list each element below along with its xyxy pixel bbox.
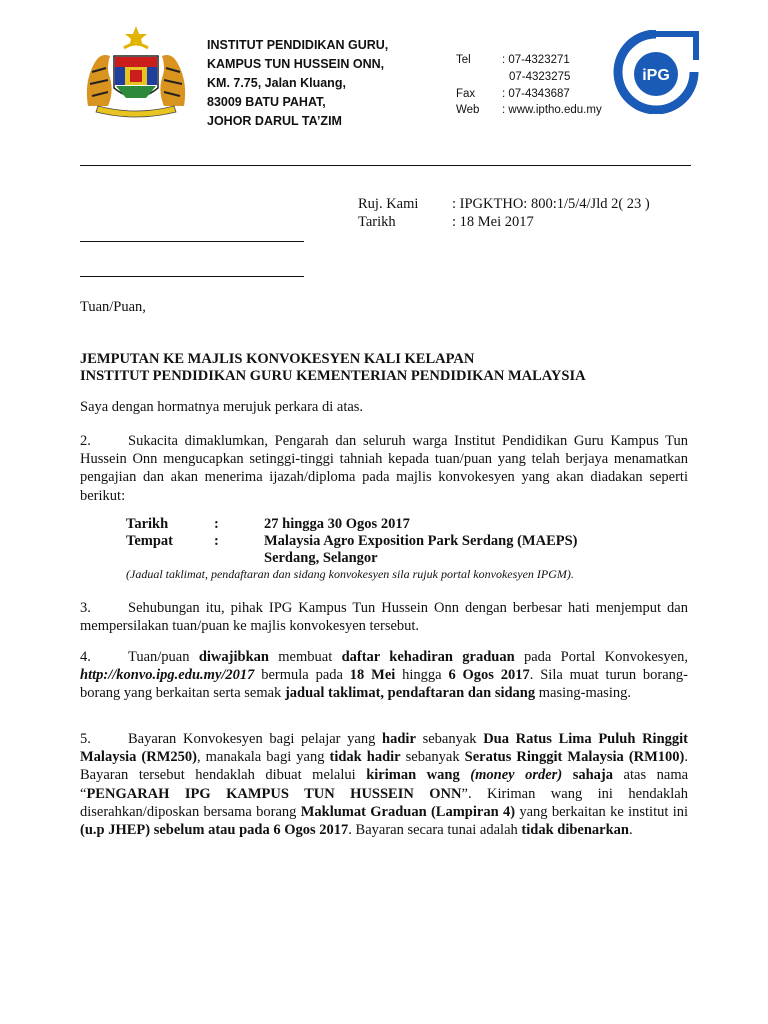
- text-run: .: [629, 822, 633, 839]
- text-run: Bayaran Konvokesyen bagi pelajar yang: [128, 731, 383, 747]
- address-line-4: 83009 BATU PAHAT,: [207, 95, 326, 109]
- paragraph-5: [80, 730, 688, 839]
- para-2-number: 2.: [80, 433, 91, 449]
- text-run: atas nama “: [80, 767, 689, 802]
- address-line-1: INSTITUT PENDIDIKAN GURU,: [207, 38, 389, 52]
- recipient-line-1: [80, 241, 304, 242]
- emphasis-run: daftar kehadiran graduan: [341, 649, 515, 665]
- para-2-text: Sukacita dimaklumkan, Pengarah dan seluruh warga Institut Pendidikan Guru Kampus Tun Hussein Onn mengucapkan setinggi-tinggi tahniah kepada tuan/puan yang telah berjaya menamatkan pengajian dan akan menerima ijazah/diploma pada majlis konvokesyen yang akan diadakan seperti berikut:: [80, 433, 688, 504]
- event-venue-value-1: Malaysia Agro Exposition Park Serdang (MAEPS): [264, 533, 578, 549]
- para-5-number: 5.: [80, 731, 91, 747]
- para-4-number: 4.: [80, 649, 91, 665]
- text-run: sebanyak: [400, 749, 465, 766]
- text-run: masing-masing.: [535, 685, 631, 702]
- address-line-3: KM. 7.75, Jalan Kluang,: [207, 76, 346, 90]
- address-line-2: KAMPUS TUN HUSSEIN ONN,: [207, 57, 385, 71]
- tel-label: Tel: [456, 54, 471, 66]
- tel-1: : 07-4323271: [502, 54, 570, 66]
- emphasis-run: 6 Ogos 2017: [448, 667, 530, 684]
- fax-label: Fax: [456, 87, 476, 100]
- web-label: Web: [456, 104, 480, 117]
- emphasis-run: tidak dibenarkan: [521, 822, 629, 839]
- emphasis-run: jadual taklimat, pendaftaran dan sidang: [284, 685, 536, 702]
- web-address: : www.iptho.edu.my: [502, 104, 602, 117]
- text-run: pada Portal Konvokesyen,: [514, 649, 688, 665]
- paragraph-2: [80, 432, 688, 505]
- text-run: yang berkaitan ke institut ini: [515, 803, 688, 820]
- text-run: , manakala bagi yang: [197, 749, 330, 766]
- text-run: sebanyak: [415, 731, 484, 747]
- header-divider: [80, 165, 691, 166]
- institution-address: [207, 36, 447, 131]
- para-3-text: Sehubungan itu, pihak IPG Kampus Tun Hussein Onn dengan berbesar hati menjemput dan mempersilakan tuan/puan ke majlis konvokesyen tersebut.: [80, 600, 688, 635]
- emphasis-run: sahaja: [572, 767, 614, 784]
- event-details: [126, 516, 578, 567]
- tarikh-label: Tarikh: [358, 214, 396, 230]
- para-3-number: 3.: [80, 600, 91, 616]
- fax-number: : 07-4343687: [502, 87, 570, 100]
- event-date-label: Tarikh: [126, 516, 169, 532]
- text-run: [562, 767, 573, 783]
- emphasis-run: kiriman wang: [366, 767, 460, 784]
- text-run: membuat: [268, 649, 342, 665]
- text-run: . Bayaran secara tunai adalah: [348, 822, 522, 839]
- emphasis-run: (money order): [470, 767, 563, 784]
- text-run: hingga: [395, 667, 449, 684]
- title-line-1: JEMPUTAN KE MAJLIS KONVOKESYEN KALI KELAPAN: [80, 351, 475, 367]
- ruj-label: Ruj. Kami: [358, 196, 419, 212]
- convocation-portal-link[interactable]: http://konvo.ipg.edu.my/2017: [80, 667, 255, 684]
- emphasis-run: Seratus Ringgit Malaysia (RM100): [464, 749, 685, 766]
- text-run: Tuan/puan: [128, 649, 199, 665]
- ruj-value: : IPGKTHO: 800:1/5/4/Jld 2( 23 ): [452, 196, 650, 212]
- emphasis-run: Dua Ratus Lima Puluh Ringgit Malaysia (RM250): [80, 731, 688, 766]
- text-run: ”. Kiriman wang ini hendaklah diserahkan/diposkan bersama borang: [80, 785, 688, 820]
- emphasis-run: 18 Mei: [349, 667, 396, 684]
- tel-2: 07-4323275: [509, 70, 571, 83]
- tarikh-value: : 18 Mei 2017: [452, 214, 534, 230]
- event-date-value: 27 hingga 30 Ogos 2017: [264, 516, 410, 532]
- emphasis-run: hadir: [382, 731, 416, 747]
- event-date-colon: :: [214, 516, 219, 532]
- ipg-logo-text: iPG: [642, 67, 670, 84]
- salutation: Tuan/Puan,: [80, 299, 146, 315]
- reference-block: [358, 195, 650, 231]
- coat-of-arms-crest: [80, 22, 192, 122]
- emphasis-run: diwajibkan: [198, 649, 269, 665]
- address-line-5: JOHOR DARUL TA’ZIM: [207, 114, 342, 128]
- paragraph-4: [80, 648, 688, 703]
- event-venue-label: Tempat: [126, 533, 173, 549]
- emphasis-run: (u.p JHEP) sebelum atau pada 6 Ogos 2017: [80, 822, 349, 839]
- emphasis-run: tidak hadir: [329, 749, 401, 766]
- text-run: . Bayaran tersebut hendaklah dibuat melalui: [80, 749, 689, 784]
- event-note: (Jadual taklimat, pendaftaran dan sidang konvokesyen sila rujuk portal konvokesyen IPGM).: [126, 567, 574, 581]
- paragraph-3: [80, 599, 688, 635]
- event-venue-value-2: Serdang, Selangor: [264, 550, 378, 566]
- event-venue-colon: :: [214, 533, 219, 549]
- text-run: [460, 767, 471, 783]
- emphasis-run: Maklumat Graduan (Lampiran 4): [300, 803, 516, 820]
- contact-info: [456, 52, 636, 119]
- recipient-line-2: [80, 276, 304, 277]
- text-run: . Sila muat turun borang-borang yang berkaitan serta semak: [80, 667, 688, 702]
- ipg-logo: [612, 30, 700, 114]
- intro-paragraph: Saya dengan hormatnya merujuk perkara di atas.: [80, 399, 364, 415]
- emphasis-run: PENGARAH IPG KAMPUS TUN HUSSEIN ONN: [86, 785, 462, 802]
- text-run: bermula pada: [254, 667, 350, 684]
- title-line-2: INSTITUT PENDIDIKAN GURU KEMENTERIAN PENDIDIKAN MALAYSIA: [80, 368, 586, 384]
